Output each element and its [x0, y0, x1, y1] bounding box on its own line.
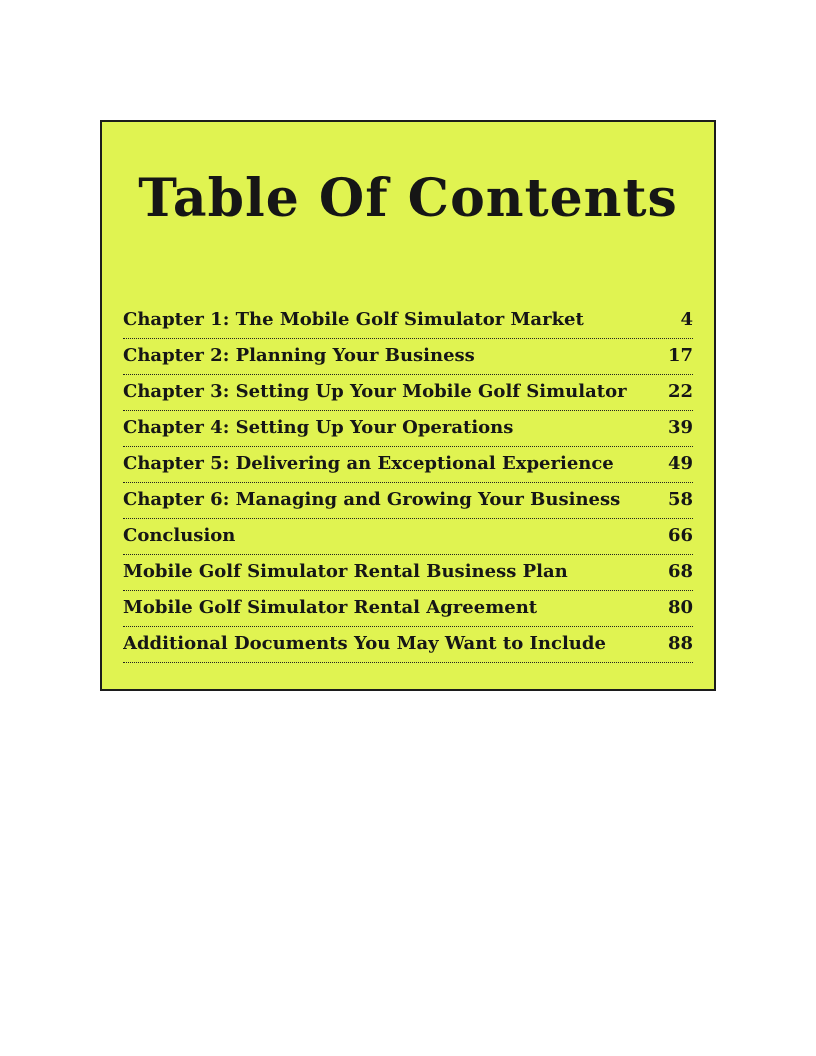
toc-entry-label: Chapter 6: Managing and Growing Your Business — [123, 489, 621, 510]
toc-entry-page-number: 22 — [667, 381, 693, 402]
toc-entry-business-plan — [123, 555, 693, 591]
toc-entry-page-number: 68 — [667, 561, 693, 582]
toc-entry-rental-agreement — [123, 591, 693, 627]
toc-entry-page-number: 49 — [667, 453, 693, 474]
toc-entry-chapter-1 — [123, 303, 693, 339]
page-title: Table Of Contents — [138, 168, 678, 229]
toc-entry-label: Chapter 5: Delivering an Exceptional Experience — [123, 453, 614, 474]
toc-entry-page-number: 88 — [667, 633, 693, 654]
toc-entry-chapter-5 — [123, 447, 693, 483]
toc-entry-page-number: 4 — [680, 309, 693, 330]
toc-entry-label: Mobile Golf Simulator Rental Business Plan — [123, 561, 568, 582]
table-of-contents-panel — [100, 120, 716, 691]
toc-entry-chapter-3 — [123, 375, 693, 411]
toc-entry-page-number: 58 — [667, 489, 693, 510]
toc-entry-page-number: 66 — [667, 525, 693, 546]
toc-entry-chapter-4 — [123, 411, 693, 447]
toc-entry-label: Chapter 2: Planning Your Business — [123, 345, 475, 366]
toc-entry-page-number: 80 — [667, 597, 693, 618]
toc-entry-label: Chapter 3: Setting Up Your Mobile Golf Simulator — [123, 381, 627, 402]
toc-entry-label: Chapter 4: Setting Up Your Operations — [123, 417, 514, 438]
toc-entry-label: Chapter 1: The Mobile Golf Simulator Market — [123, 309, 584, 330]
toc-entry-label: Conclusion — [123, 525, 236, 546]
toc-entry-label: Additional Documents You May Want to Include — [123, 633, 606, 654]
toc-entry-additional-documents — [123, 627, 693, 663]
toc-entry-chapter-6 — [123, 483, 693, 519]
toc-entry-label: Mobile Golf Simulator Rental Agreement — [123, 597, 538, 618]
toc-entry-page-number: 17 — [667, 345, 693, 366]
toc-entry-chapter-2 — [123, 339, 693, 375]
toc-entry-conclusion — [123, 519, 693, 555]
toc-list — [123, 303, 693, 663]
toc-entry-page-number: 39 — [667, 417, 693, 438]
